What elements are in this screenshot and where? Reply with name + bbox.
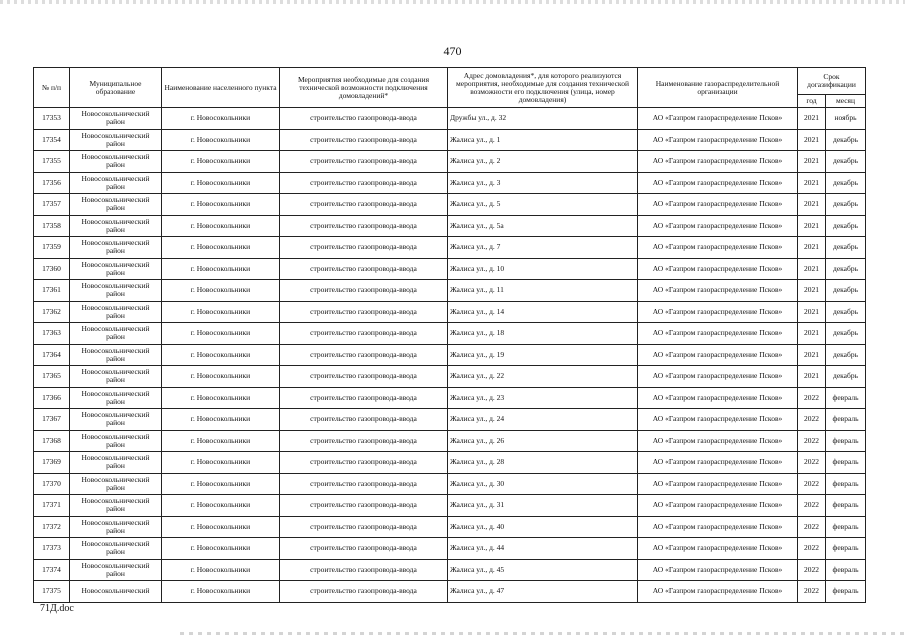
table-row bbox=[34, 301, 866, 323]
cell-activity: строительство газопровода-ввода bbox=[280, 215, 448, 237]
cell-address: Жалиса ул., д. 2 bbox=[448, 151, 638, 173]
table-row bbox=[34, 452, 866, 474]
cell-municipality: Новосокольнический район bbox=[70, 129, 162, 151]
cell-organization: АО «Газпром газораспределение Псков» bbox=[638, 387, 798, 409]
cell-month: февраль bbox=[826, 430, 866, 452]
cell-year: 2021 bbox=[798, 301, 826, 323]
table-row bbox=[34, 430, 866, 452]
cell-num: 17370 bbox=[34, 473, 70, 495]
cell-municipality: Новосокольнический район bbox=[70, 495, 162, 517]
cell-month: декабрь bbox=[826, 344, 866, 366]
cell-organization: АО «Газпром газораспределение Псков» bbox=[638, 409, 798, 431]
cell-address: Жалиса ул., д. 30 bbox=[448, 473, 638, 495]
cell-municipality: Новосокольнический район bbox=[70, 559, 162, 581]
cell-year: 2022 bbox=[798, 473, 826, 495]
gasification-table bbox=[33, 67, 866, 603]
cell-organization: АО «Газпром газораспределение Псков» bbox=[638, 258, 798, 280]
cell-num: 17367 bbox=[34, 409, 70, 431]
table-row bbox=[34, 323, 866, 345]
cell-activity: строительство газопровода-ввода bbox=[280, 151, 448, 173]
table-header-row bbox=[34, 68, 866, 95]
cell-address: Жалиса ул., д. 11 bbox=[448, 280, 638, 302]
cell-activity: строительство газопровода-ввода bbox=[280, 280, 448, 302]
table-row bbox=[34, 387, 866, 409]
cell-organization: АО «Газпром газораспределение Псков» bbox=[638, 108, 798, 130]
cell-year: 2022 bbox=[798, 430, 826, 452]
cell-activity: строительство газопровода-ввода bbox=[280, 366, 448, 388]
cell-year: 2021 bbox=[798, 366, 826, 388]
cell-num: 17360 bbox=[34, 258, 70, 280]
cell-activity: строительство газопровода-ввода bbox=[280, 581, 448, 603]
document-filename: 71Д.doc bbox=[40, 603, 74, 614]
cell-year: 2021 bbox=[798, 151, 826, 173]
cell-organization: АО «Газпром газораспределение Псков» bbox=[638, 215, 798, 237]
cell-address: Жалиса ул., д. 31 bbox=[448, 495, 638, 517]
cell-organization: АО «Газпром газораспределение Псков» bbox=[638, 344, 798, 366]
cell-year: 2021 bbox=[798, 323, 826, 345]
cell-activity: строительство газопровода-ввода bbox=[280, 495, 448, 517]
cell-address: Жалиса ул., д. 3 bbox=[448, 172, 638, 194]
cell-organization: АО «Газпром газораспределение Псков» bbox=[638, 516, 798, 538]
table-row bbox=[34, 559, 866, 581]
cell-locality: г. Новосокольники bbox=[162, 387, 280, 409]
cell-year: 2022 bbox=[798, 516, 826, 538]
cell-organization: АО «Газпром газораспределение Псков» bbox=[638, 194, 798, 216]
cell-num: 17371 bbox=[34, 495, 70, 517]
cell-organization: АО «Газпром газораспределение Псков» bbox=[638, 323, 798, 345]
cell-municipality: Новосокольнический район bbox=[70, 172, 162, 194]
cell-organization: АО «Газпром газораспределение Псков» bbox=[638, 280, 798, 302]
cell-year: 2021 bbox=[798, 194, 826, 216]
cell-month: декабрь bbox=[826, 323, 866, 345]
cell-locality: г. Новосокольники bbox=[162, 237, 280, 259]
cell-locality: г. Новосокольники bbox=[162, 280, 280, 302]
header-locality: Наименование населенного пункта bbox=[162, 68, 280, 108]
cell-num: 17361 bbox=[34, 280, 70, 302]
cell-activity: строительство газопровода-ввода bbox=[280, 409, 448, 431]
cell-municipality: Новосокольнический район bbox=[70, 366, 162, 388]
cell-month: ноябрь bbox=[826, 108, 866, 130]
cell-month: февраль bbox=[826, 452, 866, 474]
cell-locality: г. Новосокольники bbox=[162, 516, 280, 538]
cell-activity: строительство газопровода-ввода bbox=[280, 323, 448, 345]
cell-locality: г. Новосокольники bbox=[162, 452, 280, 474]
cell-locality: г. Новосокольники bbox=[162, 215, 280, 237]
cell-year: 2022 bbox=[798, 495, 826, 517]
cell-address: Жалиса ул., д. 24 bbox=[448, 409, 638, 431]
cell-num: 17374 bbox=[34, 559, 70, 581]
header-num: № п/п bbox=[34, 68, 70, 108]
cell-year: 2022 bbox=[798, 387, 826, 409]
cell-locality: г. Новосокольники bbox=[162, 151, 280, 173]
cell-municipality: Новосокольнический район bbox=[70, 452, 162, 474]
cell-num: 17366 bbox=[34, 387, 70, 409]
cell-locality: г. Новосокольники bbox=[162, 301, 280, 323]
cell-municipality: Новосокольнический bbox=[70, 581, 162, 603]
cell-locality: г. Новосокольники bbox=[162, 473, 280, 495]
cell-month: декабрь bbox=[826, 280, 866, 302]
cell-year: 2021 bbox=[798, 129, 826, 151]
cell-organization: АО «Газпром газораспределение Псков» bbox=[638, 559, 798, 581]
cell-municipality: Новосокольнический район bbox=[70, 108, 162, 130]
cell-activity: строительство газопровода-ввода bbox=[280, 387, 448, 409]
table-row bbox=[34, 473, 866, 495]
cell-activity: строительство газопровода-ввода bbox=[280, 430, 448, 452]
cell-municipality: Новосокольнический район bbox=[70, 538, 162, 560]
cell-address: Жалиса ул., д. 47 bbox=[448, 581, 638, 603]
cell-month: декабрь bbox=[826, 258, 866, 280]
table-row bbox=[34, 344, 866, 366]
table-row bbox=[34, 581, 866, 603]
cell-municipality: Новосокольнический район bbox=[70, 473, 162, 495]
cell-locality: г. Новосокольники bbox=[162, 538, 280, 560]
cell-municipality: Новосокольнический район bbox=[70, 258, 162, 280]
cell-address: Жалиса ул., д. 40 bbox=[448, 516, 638, 538]
cell-month: декабрь bbox=[826, 301, 866, 323]
table-row bbox=[34, 194, 866, 216]
table-row bbox=[34, 366, 866, 388]
cell-municipality: Новосокольнический район bbox=[70, 344, 162, 366]
cell-month: декабрь bbox=[826, 237, 866, 259]
header-deadline: Срок догазификации bbox=[798, 68, 866, 95]
cell-municipality: Новосокольнический район bbox=[70, 516, 162, 538]
cell-year: 2022 bbox=[798, 452, 826, 474]
cell-address: Жалиса ул., д. 5а bbox=[448, 215, 638, 237]
cell-month: февраль bbox=[826, 409, 866, 431]
cell-locality: г. Новосокольники bbox=[162, 409, 280, 431]
cell-num: 17358 bbox=[34, 215, 70, 237]
cell-year: 2022 bbox=[798, 409, 826, 431]
header-organization: Наименование газораспределительной организации bbox=[638, 68, 798, 108]
cell-address: Жалиса ул., д. 22 bbox=[448, 366, 638, 388]
cell-year: 2022 bbox=[798, 538, 826, 560]
cell-organization: АО «Газпром газораспределение Псков» bbox=[638, 237, 798, 259]
cell-month: февраль bbox=[826, 387, 866, 409]
cell-address: Жалиса ул., д. 1 bbox=[448, 129, 638, 151]
cell-organization: АО «Газпром газораспределение Псков» bbox=[638, 538, 798, 560]
header-month: месяц bbox=[826, 95, 866, 108]
cell-organization: АО «Газпром газораспределение Псков» bbox=[638, 301, 798, 323]
cell-month: декабрь bbox=[826, 366, 866, 388]
cell-activity: строительство газопровода-ввода bbox=[280, 473, 448, 495]
table-row bbox=[34, 172, 866, 194]
cell-month: февраль bbox=[826, 538, 866, 560]
table-row bbox=[34, 538, 866, 560]
cell-num: 17363 bbox=[34, 323, 70, 345]
cell-municipality: Новосокольнический район bbox=[70, 430, 162, 452]
page-number: 470 bbox=[443, 44, 462, 58]
cell-num: 17375 bbox=[34, 581, 70, 603]
scan-artifact-bottom bbox=[180, 632, 905, 635]
cell-municipality: Новосокольнический район bbox=[70, 323, 162, 345]
cell-address: Жалиса ул., д. 44 bbox=[448, 538, 638, 560]
cell-num: 17357 bbox=[34, 194, 70, 216]
cell-address: Дружбы ул., д. 32 bbox=[448, 108, 638, 130]
cell-month: февраль bbox=[826, 473, 866, 495]
cell-month: февраль bbox=[826, 495, 866, 517]
header-activity: Мероприятия необходимые для создания технической возможности подключения домовладений* bbox=[280, 68, 448, 108]
table-row bbox=[34, 280, 866, 302]
cell-locality: г. Новосокольники bbox=[162, 129, 280, 151]
table-row bbox=[34, 108, 866, 130]
table-row bbox=[34, 516, 866, 538]
cell-year: 2021 bbox=[798, 172, 826, 194]
cell-municipality: Новосокольнический район bbox=[70, 151, 162, 173]
table-row bbox=[34, 215, 866, 237]
cell-activity: строительство газопровода-ввода bbox=[280, 194, 448, 216]
cell-locality: г. Новосокольники bbox=[162, 559, 280, 581]
table-row bbox=[34, 495, 866, 517]
cell-year: 2022 bbox=[798, 581, 826, 603]
cell-activity: строительство газопровода-ввода bbox=[280, 108, 448, 130]
cell-year: 2021 bbox=[798, 344, 826, 366]
cell-month: декабрь bbox=[826, 129, 866, 151]
cell-year: 2022 bbox=[798, 559, 826, 581]
cell-activity: строительство газопровода-ввода bbox=[280, 129, 448, 151]
cell-activity: строительство газопровода-ввода bbox=[280, 344, 448, 366]
cell-month: декабрь bbox=[826, 194, 866, 216]
table-row bbox=[34, 409, 866, 431]
cell-organization: АО «Газпром газораспределение Псков» bbox=[638, 473, 798, 495]
cell-organization: АО «Газпром газораспределение Псков» bbox=[638, 495, 798, 517]
cell-num: 17354 bbox=[34, 129, 70, 151]
cell-municipality: Новосокольнический район bbox=[70, 194, 162, 216]
cell-address: Жалиса ул., д. 23 bbox=[448, 387, 638, 409]
cell-num: 17364 bbox=[34, 344, 70, 366]
cell-locality: г. Новосокольники bbox=[162, 194, 280, 216]
cell-address: Жалиса ул., д. 10 bbox=[448, 258, 638, 280]
cell-num: 17373 bbox=[34, 538, 70, 560]
cell-municipality: Новосокольнический район bbox=[70, 387, 162, 409]
cell-year: 2021 bbox=[798, 237, 826, 259]
cell-organization: АО «Газпром газораспределение Псков» bbox=[638, 452, 798, 474]
scan-artifact-top bbox=[0, 0, 905, 4]
cell-address: Жалиса ул., д. 28 bbox=[448, 452, 638, 474]
cell-activity: строительство газопровода-ввода bbox=[280, 237, 448, 259]
cell-address: Жалиса ул., д. 18 bbox=[448, 323, 638, 345]
cell-address: Жалиса ул., д. 26 bbox=[448, 430, 638, 452]
cell-activity: строительство газопровода-ввода bbox=[280, 559, 448, 581]
cell-num: 17355 bbox=[34, 151, 70, 173]
cell-num: 17362 bbox=[34, 301, 70, 323]
cell-activity: строительство газопровода-ввода bbox=[280, 301, 448, 323]
cell-locality: г. Новосокольники bbox=[162, 108, 280, 130]
cell-address: Жалиса ул., д. 45 bbox=[448, 559, 638, 581]
cell-locality: г. Новосокольники bbox=[162, 344, 280, 366]
cell-year: 2021 bbox=[798, 108, 826, 130]
cell-address: Жалиса ул., д. 19 bbox=[448, 344, 638, 366]
cell-num: 17369 bbox=[34, 452, 70, 474]
table-row bbox=[34, 129, 866, 151]
cell-year: 2021 bbox=[798, 215, 826, 237]
cell-organization: АО «Газпром газораспределение Псков» bbox=[638, 581, 798, 603]
cell-locality: г. Новосокольники bbox=[162, 366, 280, 388]
table-row bbox=[34, 237, 866, 259]
cell-num: 17372 bbox=[34, 516, 70, 538]
cell-municipality: Новосокольнический район bbox=[70, 409, 162, 431]
cell-year: 2021 bbox=[798, 280, 826, 302]
cell-municipality: Новосокольнический район bbox=[70, 237, 162, 259]
cell-address: Жалиса ул., д. 5 bbox=[448, 194, 638, 216]
cell-municipality: Новосокольнический район bbox=[70, 280, 162, 302]
cell-month: декабрь bbox=[826, 215, 866, 237]
cell-locality: г. Новосокольники bbox=[162, 258, 280, 280]
cell-address: Жалиса ул., д. 7 bbox=[448, 237, 638, 259]
cell-locality: г. Новосокольники bbox=[162, 323, 280, 345]
table-row bbox=[34, 258, 866, 280]
cell-num: 17359 bbox=[34, 237, 70, 259]
cell-month: февраль bbox=[826, 581, 866, 603]
cell-municipality: Новосокольнический район bbox=[70, 301, 162, 323]
cell-organization: АО «Газпром газораспределение Псков» bbox=[638, 172, 798, 194]
cell-activity: строительство газопровода-ввода bbox=[280, 258, 448, 280]
cell-num: 17368 bbox=[34, 430, 70, 452]
cell-locality: г. Новосокольники bbox=[162, 495, 280, 517]
cell-locality: г. Новосокольники bbox=[162, 430, 280, 452]
table-body bbox=[34, 108, 866, 603]
cell-organization: АО «Газпром газораспределение Псков» bbox=[638, 430, 798, 452]
cell-num: 17356 bbox=[34, 172, 70, 194]
table-row bbox=[34, 151, 866, 173]
header-municipality: Муниципальное образование bbox=[70, 68, 162, 108]
cell-month: декабрь bbox=[826, 151, 866, 173]
cell-activity: строительство газопровода-ввода bbox=[280, 538, 448, 560]
cell-locality: г. Новосокольники bbox=[162, 581, 280, 603]
cell-activity: строительство газопровода-ввода bbox=[280, 172, 448, 194]
cell-num: 17365 bbox=[34, 366, 70, 388]
cell-month: февраль bbox=[826, 516, 866, 538]
cell-organization: АО «Газпром газораспределение Псков» bbox=[638, 151, 798, 173]
cell-month: февраль bbox=[826, 559, 866, 581]
cell-activity: строительство газопровода-ввода bbox=[280, 452, 448, 474]
header-year: год bbox=[798, 95, 826, 108]
cell-organization: АО «Газпром газораспределение Псков» bbox=[638, 366, 798, 388]
cell-municipality: Новосокольнический район bbox=[70, 215, 162, 237]
cell-address: Жалиса ул., д. 14 bbox=[448, 301, 638, 323]
cell-month: декабрь bbox=[826, 172, 866, 194]
cell-num: 17353 bbox=[34, 108, 70, 130]
cell-organization: АО «Газпром газораспределение Псков» bbox=[638, 129, 798, 151]
cell-locality: г. Новосокольники bbox=[162, 172, 280, 194]
cell-year: 2021 bbox=[798, 258, 826, 280]
cell-activity: строительство газопровода-ввода bbox=[280, 516, 448, 538]
header-address: Адрес домовладения*, для которого реализуются мероприятия, необходимые для создания технической возможности его подключения (улица, номер домовладения) bbox=[448, 68, 638, 108]
